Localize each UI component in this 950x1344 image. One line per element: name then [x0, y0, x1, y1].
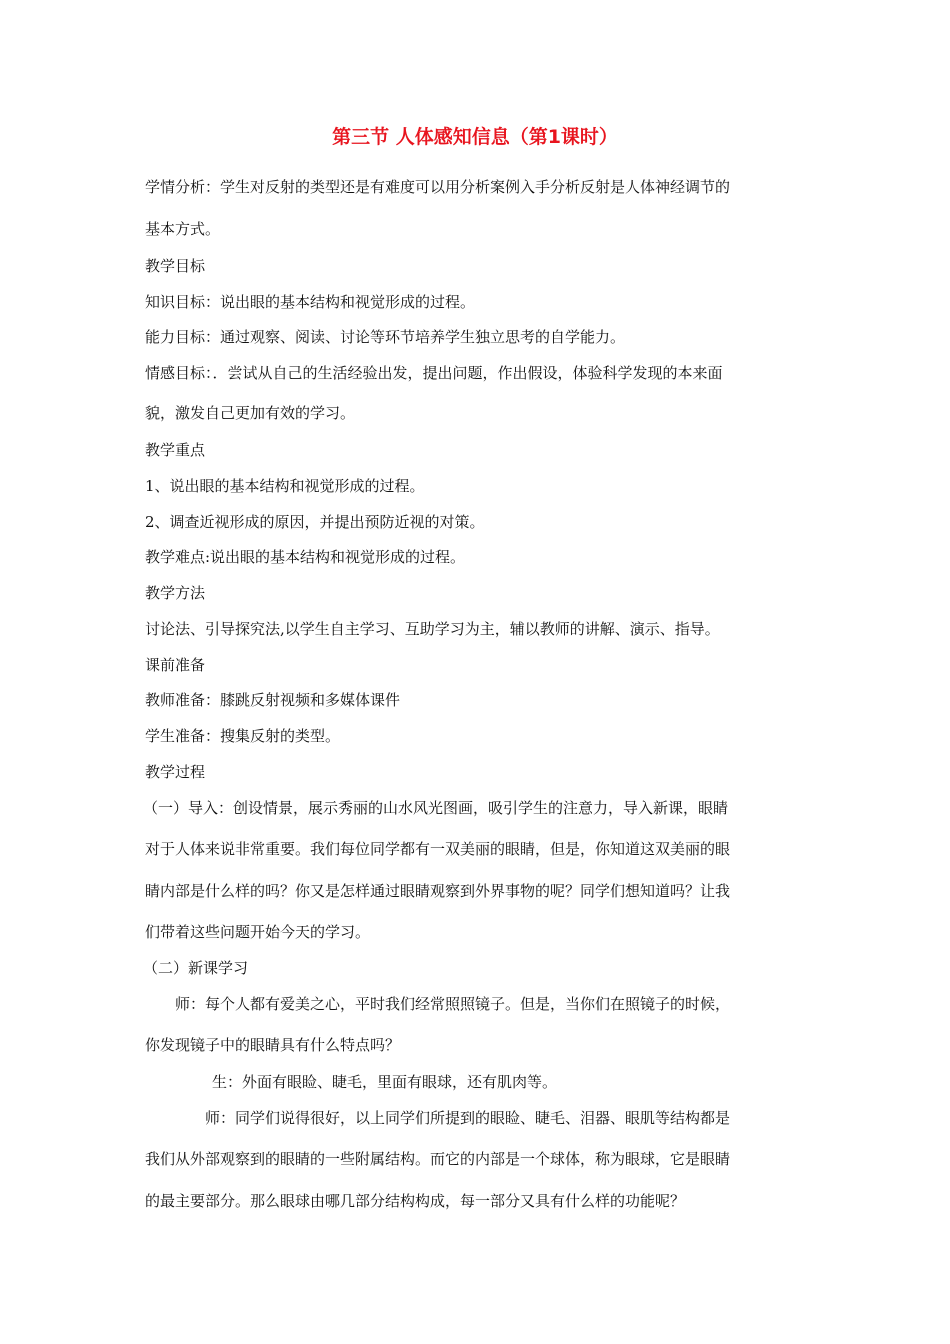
paragraph-line: 教学难点:说出眼的基本结构和视觉形成的过程。	[145, 548, 466, 566]
paragraph-line: 情感目标：．尝试从自己的生活经验出发，提出问题，作出假设，体验科学发现的本来面	[145, 364, 723, 382]
list-item: 1、说出眼的基本结构和视觉形成的过程。	[145, 477, 425, 495]
paragraph-line: 讨论法、引导探究法,以学生自主学习、互助学习为主，辅以教师的讲解、演示、指导。	[145, 620, 720, 638]
paragraph-line: 貌，激发自己更加有效的学习。	[145, 404, 356, 422]
section-heading: 教学方法	[145, 584, 206, 602]
paragraph-line: 教师准备：膝跳反射视频和多媒体课件	[145, 691, 401, 709]
paragraph-line: 生：外面有眼睑、睫毛，里面有眼球，还有肌肉等。	[212, 1073, 558, 1091]
paragraph-line: 们带着这些问题开始今天的学习。	[145, 923, 371, 941]
section-heading: 教学目标	[145, 257, 206, 275]
section-heading: 教学过程	[145, 763, 206, 781]
paragraph-line: 学生准备：搜集反射的类型。	[145, 727, 341, 745]
section-heading: 教学重点	[145, 441, 206, 459]
paragraph-line: （一）导入：创设情景，展示秀丽的山水风光图画，吸引学生的注意力，导入新课，眼睛	[143, 799, 729, 817]
section-heading: （二）新课学习	[143, 959, 249, 977]
section-heading: 课前准备	[145, 656, 206, 674]
paragraph-line: 睛内部是什么样的吗？你又是怎样通过眼睛观察到外界事物的呢？同学们想知道吗？让我	[145, 882, 731, 900]
paragraph-line: 基本方式。	[145, 220, 221, 238]
list-item: 2、调查近视形成的原因，并提出预防近视的对策。	[145, 513, 485, 531]
page-title: 第三节 人体感知信息（第1课时）	[332, 126, 618, 148]
paragraph-line: 我们从外部观察到的眼睛的一些附属结构。而它的内部是一个球体，称为眼球，它是眼睛	[145, 1150, 731, 1168]
paragraph-line: 学情分析：学生对反射的类型还是有难度可以用分析案例入手分析反射是人体神经调节的	[145, 178, 731, 196]
paragraph-line: 师：同学们说得很好，以上同学们所提到的眼睑、睫毛、泪器、眼肌等结构都是	[205, 1109, 731, 1127]
paragraph-line: 对于人体来说非常重要。我们每位同学都有一双美丽的眼睛，但是，你知道这双美丽的眼	[145, 840, 731, 858]
paragraph-line: 师：每个人都有爱美之心，平时我们经常照照镜子。但是，当你们在照镜子的时候，	[175, 995, 731, 1013]
paragraph-line: 能力目标：通过观察、阅读、讨论等环节培养学生独立思考的自学能力。	[145, 328, 626, 346]
paragraph-line: 知识目标：说出眼的基本结构和视觉形成的过程。	[145, 293, 476, 311]
paragraph-line: 的最主要部分。那么眼球由哪几部分结构构成，每一部分又具有什么样的功能呢？	[145, 1192, 686, 1210]
paragraph-line: 你发现镜子中的眼睛具有什么特点吗？	[145, 1036, 401, 1054]
